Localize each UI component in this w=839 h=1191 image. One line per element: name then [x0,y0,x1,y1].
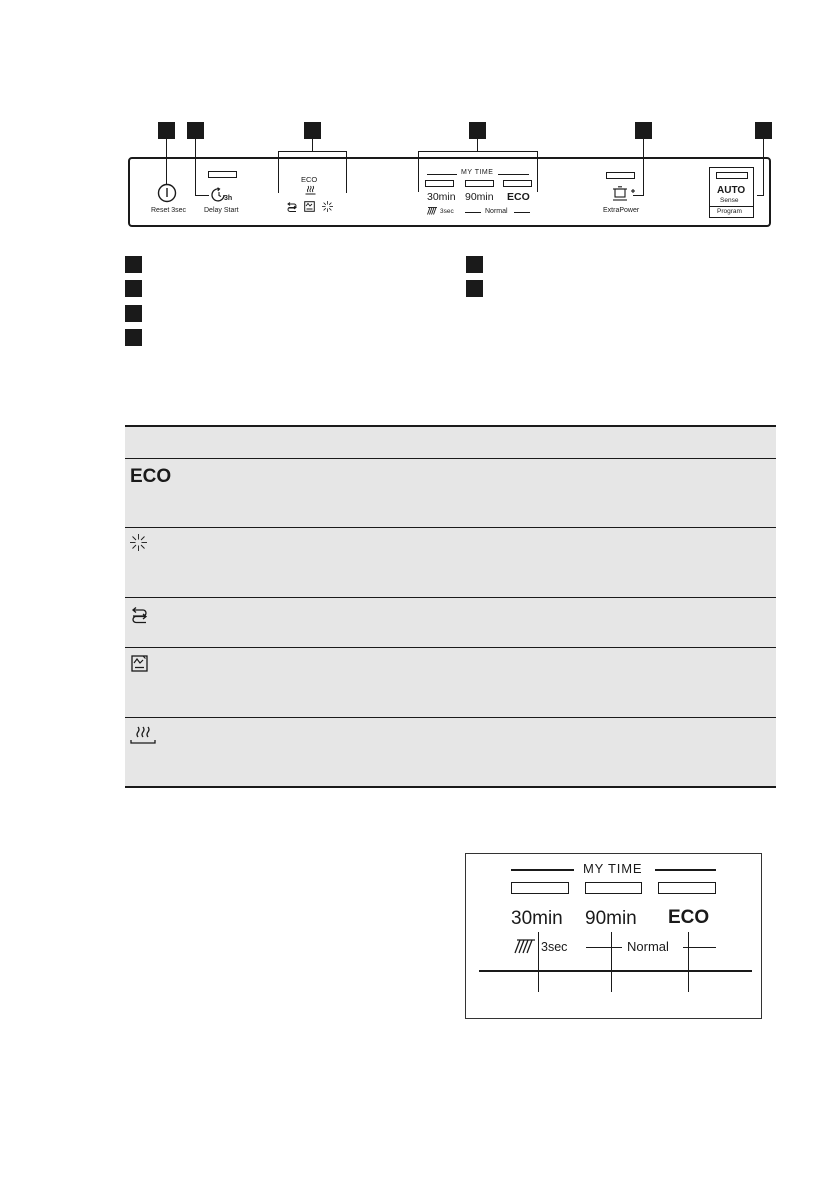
sparkle-icon [130,534,147,551]
leader-line [418,151,538,152]
detail-pointer [688,932,689,992]
callout-marker [187,122,204,139]
detail-normal: Normal [627,939,669,954]
reset-label: Reset 3sec [151,207,187,214]
glassware-icon [131,606,148,623]
detail-title: MY TIME [583,861,643,876]
mytime-3sec: 3sec [440,208,454,215]
normal-rule-right [514,212,530,213]
mytime-rule-right [498,174,529,175]
auto-program-label: Program [717,208,742,215]
legend-marker [125,256,142,273]
detail-frame [465,853,762,1019]
spray-icon-small [427,207,438,215]
eco-symbol: ECO [130,466,172,487]
auto-title: AUTO [717,185,746,196]
delay-icon-text: 3h [224,195,233,202]
mytime-90min: 90min [465,191,494,203]
callout-marker [469,122,486,139]
detail-rule-right [655,869,716,871]
legend-marker [466,280,483,297]
mytime-eco: ECO [507,191,530,203]
mytime-rule-left [427,174,457,175]
extrapower-led [606,172,635,179]
table-row [125,459,776,527]
detail-normal-rule-left [586,947,622,948]
table-row [125,648,776,717]
power-icon [157,183,177,203]
mytime-normal: Normal [485,208,508,215]
led-eco [503,180,532,187]
dishwasher-icon [131,655,148,672]
table-row [125,528,776,597]
delay-indicator-led [208,171,237,178]
delay-start-label: Delay Start [204,207,239,214]
dishwasher-icon-small [304,201,315,212]
auto-sense-text: Sense [720,197,739,204]
mytime-title: MY TIME [461,169,494,176]
detail-led-30min [511,882,569,894]
legend-marker [466,256,483,273]
leader-line [278,151,347,152]
callout-marker [635,122,652,139]
legend-marker [125,280,142,297]
legend-marker [125,305,142,322]
callout-marker [158,122,175,139]
table-row [125,598,776,647]
drying-icon-small [305,186,316,195]
glassware-icon-small [287,202,297,212]
detail-30min: 30min [511,908,563,929]
led-90min [465,180,494,187]
drying-icon [130,726,156,746]
auto-divider [709,206,754,207]
extrapower-icon [612,186,636,202]
table-header-row [125,427,776,458]
sparkle-icon-small [322,201,333,212]
options-eco-label: ECO [301,175,318,184]
extrapower-label: ExtraPower [603,207,640,214]
detail-led-eco [658,882,716,894]
detail-eco: ECO [668,907,710,928]
table-bottom-rule [125,786,776,788]
detail-baseline [479,970,752,972]
auto-led [716,172,748,179]
mytime-30min: 30min [427,191,456,203]
detail-led-90min [585,882,642,894]
detail-90min: 90min [585,908,637,929]
normal-rule-left [465,212,481,213]
led-30min [425,180,454,187]
callout-marker [755,122,772,139]
table-row [125,718,776,786]
detail-pointer [611,932,612,992]
detail-rule-left [511,869,574,871]
callout-marker [304,122,321,139]
detail-3sec: 3sec [541,940,568,954]
detail-pointer [538,932,539,992]
spray-icon [514,939,536,954]
legend-marker [125,329,142,346]
